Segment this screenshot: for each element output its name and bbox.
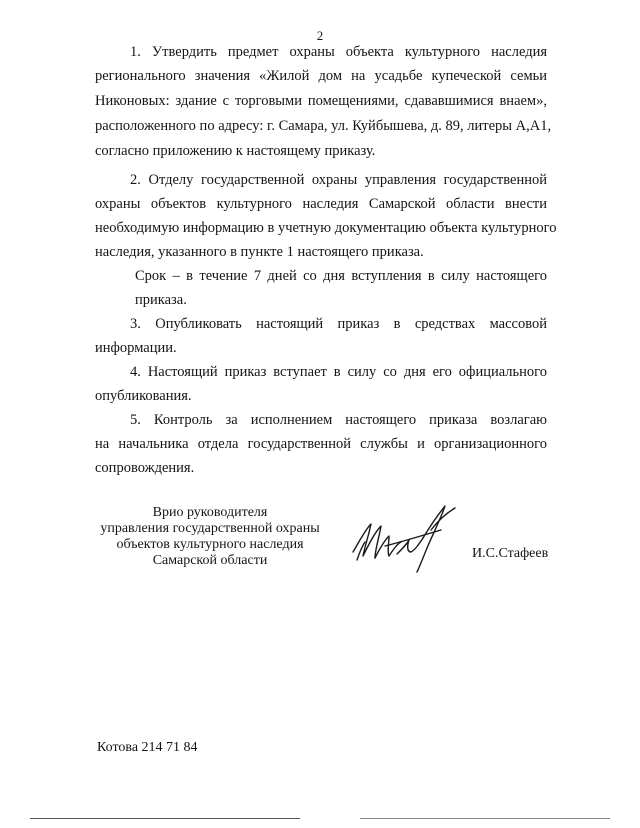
item-4-line-2: опубликования. (95, 388, 192, 404)
item-2-line-3: необходимую информацию в учетную документацию объекта культурного (95, 220, 557, 236)
position-line-2: управления государственной охраны (100, 521, 320, 536)
item-5-line-3: сопровождения. (95, 460, 195, 476)
item-1-line-4: расположенного по адресу: г. Самара, ул. Куйбышева, д. 89, литеры А,А1, (95, 118, 552, 134)
item-1-line-5: согласно приложению к настоящему приказу. (95, 143, 376, 159)
term-line-1: Срок – в течение 7 дней со дня вступления в силу настоящего (135, 268, 547, 284)
item-2-line-4: наследия, указанного в пункте 1 настоящего приказа. (95, 244, 424, 260)
bottom-rule (30, 818, 300, 819)
bottom-rule-right (360, 818, 610, 819)
position-line-1: Врио руководителя (152, 505, 268, 520)
item-5-line-2: на начальника отдела государственной службы и организационного (95, 436, 547, 452)
item-2-line-1: 2. Отделу государственной охраны управления государственной (130, 172, 547, 188)
item-3-line-2: информации. (95, 340, 177, 356)
position-line-4: Самарской области (152, 553, 268, 568)
item-1-line-1: 1. Утвердить предмет охраны объекта культурного наследия (130, 44, 547, 60)
term-line-2: приказа. (135, 292, 187, 308)
item-2-line-2: охраны объектов культурного наследия Самарской области внести (95, 196, 547, 212)
item-3-line-1: 3. Опубликовать настоящий приказ в средствах массовой (130, 316, 547, 332)
item-1-line-2: регионального значения «Жилой дом на усадьбе купеческой семьи (95, 68, 547, 84)
page-number: 2 (316, 28, 324, 43)
item-4-line-1: 4. Настоящий приказ вступает в силу со дня его официального (130, 364, 547, 380)
signer-name: И.С.Стафеев (472, 546, 549, 561)
item-5-line-1: 5. Контроль за исполнением настоящего приказа возлагаю (130, 412, 547, 428)
item-1-line-3: Никоновых: здание с торговыми помещениями, сдававшимися внаем», (95, 93, 547, 109)
signatory-position (85, 505, 335, 569)
executor-contact: Котова 214 71 84 (97, 740, 198, 755)
position-line-3: объектов культурного наследия (116, 537, 304, 552)
handwritten-signature (345, 500, 465, 575)
